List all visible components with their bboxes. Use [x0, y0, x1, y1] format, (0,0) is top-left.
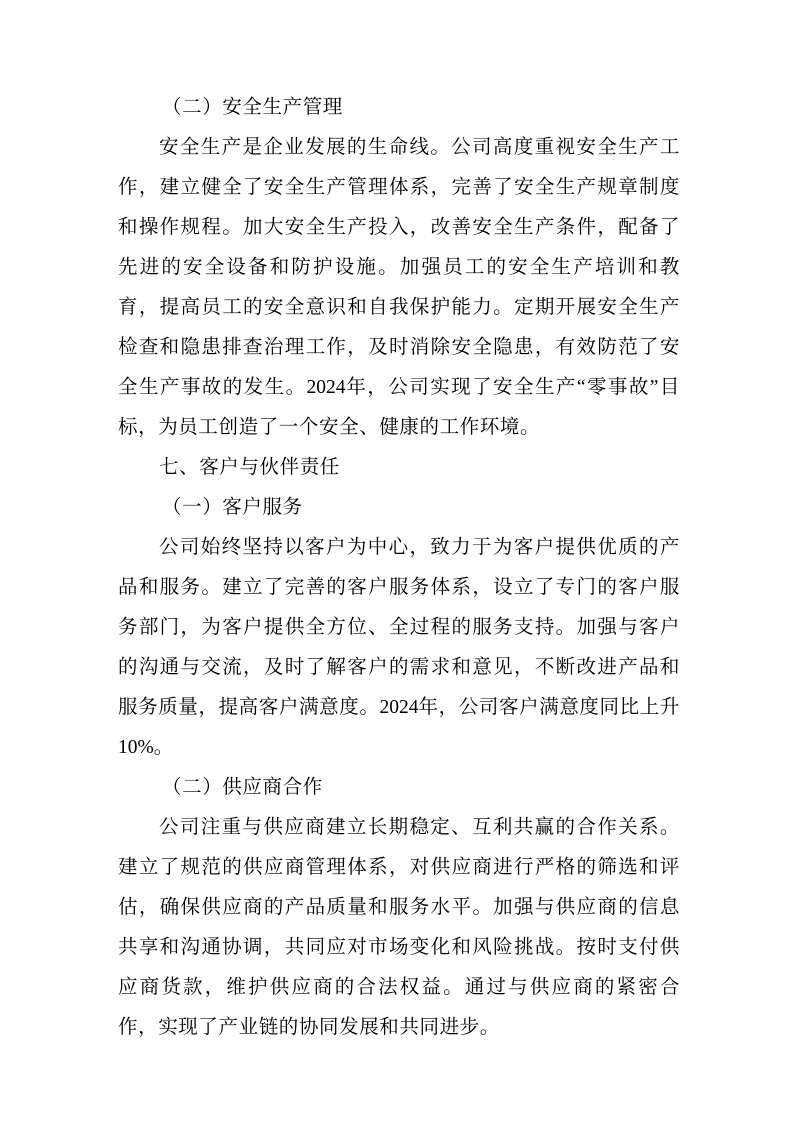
- paragraph-customer-service: 公司始终坚持以客户为中心，致力于为客户提供优质的产品和服务。建立了完善的客户服务体系，设立了专门的客户服务部门，为客户提供全方位、全过程的服务支持。加强与客户的沟通与交流，及时了解客户的需求和意见，不断改进产品和服务质量，提高客户满意度。2024年，公司客户满意度同比上升10%。: [118, 537, 680, 758]
- document-body: [118, 88, 680, 1048]
- heading-customer-and-partner-responsibility: 七、客户与伙伴责任: [159, 457, 340, 478]
- paragraph-supplier-cooperation: 公司注重与供应商建立长期稳定、互利共赢的合作关系。建立了规范的供应商管理体系，对供应商进行严格的筛选和评估，确保供应商的产品质量和服务水平。加强与供应商的信息共享和沟通协调，共同应对市场变化和风险挑战。按时支付供应商货款，维护供应商的合法权益。通过与供应商的紧密合作，实现了产业链的协同发展和共同进步。: [118, 817, 680, 1038]
- paragraph-safety-production: 安全生产是企业发展的生命线。公司高度重视安全生产工作，建立健全了安全生产管理体系，完善了安全生产规章制度和操作规程。加大安全生产投入，改善安全生产条件，配备了先进的安全设备和防护设施。加强员工的安全生产培训和教育，提高员工的安全意识和自我保护能力。定期开展安全生产检查和隐患排查治理工作，及时消除安全隐患，有效防范了安全生产事故的发生。2024年，公司实现了安全生产“零事故”目标，为员工创造了一个安全、健康的工作环境。: [118, 137, 680, 438]
- heading-customer-service: （一）客户服务: [162, 497, 303, 518]
- heading-safety-production-management: （二）安全生产管理: [162, 97, 343, 118]
- heading-supplier-cooperation: （二）供应商合作: [162, 777, 323, 798]
